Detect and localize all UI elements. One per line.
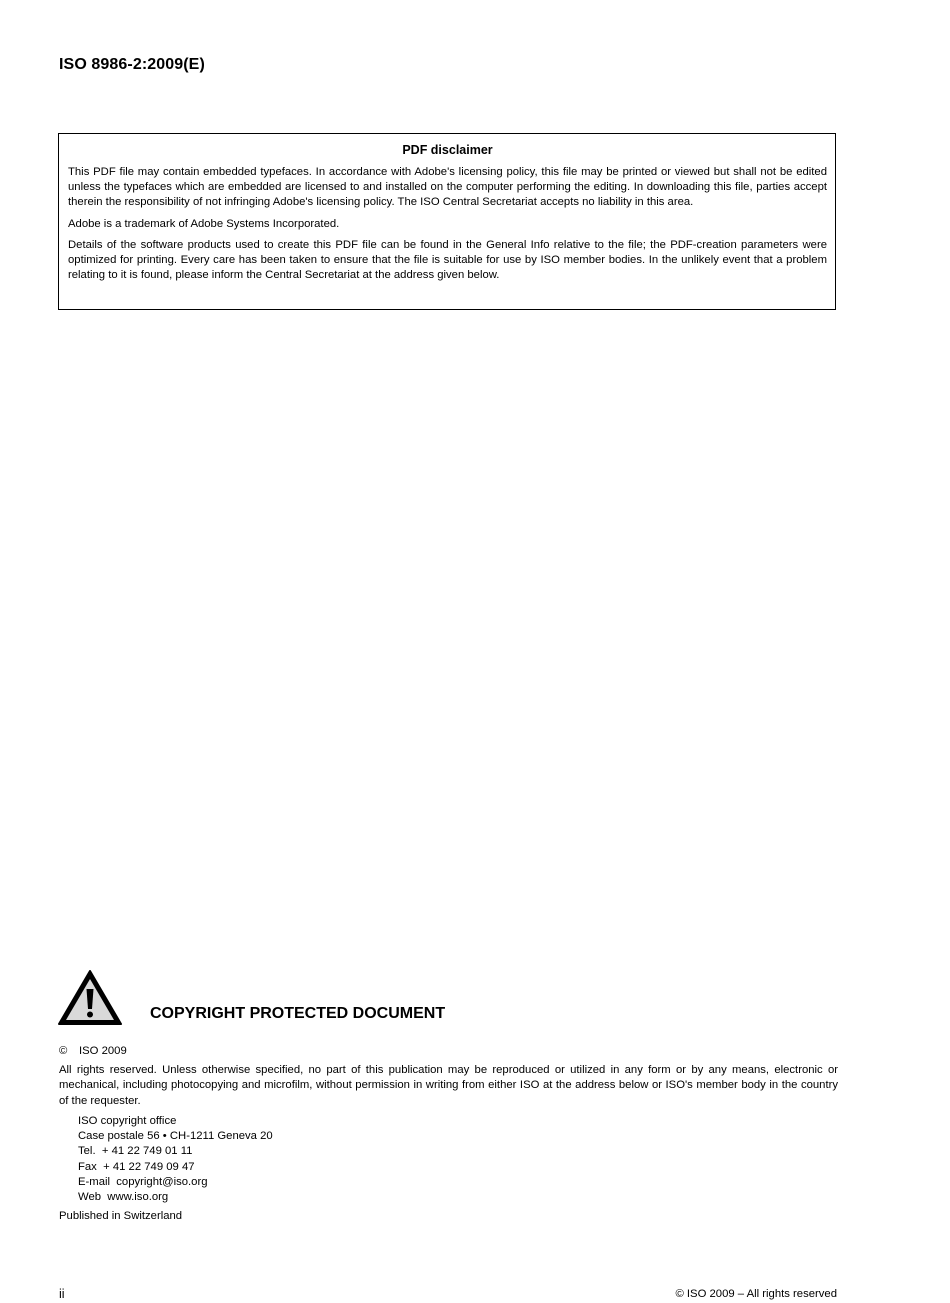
pdf-disclaimer-box bbox=[58, 133, 836, 310]
page-number: ii bbox=[59, 1287, 65, 1301]
address-office: ISO copyright office bbox=[78, 1115, 177, 1127]
disclaimer-paragraph-trademark: Adobe is a trademark of Adobe Systems Incorporated. bbox=[68, 217, 340, 230]
copyright-heading: COPYRIGHT PROTECTED DOCUMENT bbox=[150, 1005, 446, 1022]
address-postal: Case postale 56 • CH-1211 Geneva 20 bbox=[78, 1130, 273, 1143]
footer-copyright: © ISO 2009 – All rights reserved bbox=[675, 1288, 837, 1300]
copyright-year: ISO 2009 bbox=[79, 1045, 127, 1057]
document-title: ISO 8986-2:2009(E) bbox=[59, 56, 205, 73]
disclaimer-paragraph-software: Details of the software products used to create this PDF file can be found in the General Info relative to the file; the PDF-creation parameters were optimized for printing. Every care has been taken to ensure that the file is suitable for use by ISO member bodies. In the unlikely event that a problem relating to it is found, please inform the Central Secretariat at the address given below. bbox=[68, 238, 827, 282]
address-fax: Fax + 41 22 749 09 47 bbox=[78, 1160, 195, 1173]
iso-address-block bbox=[78, 1114, 273, 1205]
published-location: Published in Switzerland bbox=[59, 1210, 183, 1222]
warning-icon bbox=[57, 969, 123, 1027]
disclaimer-heading: PDF disclaimer bbox=[402, 143, 493, 157]
address-web[interactable]: Web www.iso.org bbox=[78, 1191, 169, 1204]
address-tel: Tel. + 41 22 749 01 11 bbox=[78, 1145, 193, 1158]
rights-statement: All rights reserved. Unless otherwise specified, no part of this publication may be reproduced or utilized in any form or by any means, electronic or mechanical, including photocopying and microfilm, without permission in writing from either ISO at the address below or ISO's member body in the country of the requester. bbox=[59, 1064, 838, 1107]
disclaimer-paragraph-typefaces: This PDF file may contain embedded typefaces. In accordance with Adobe's licensing policy, this file may be printed or viewed but shall not be edited unless the typefaces which are embedded are licensed to and installed on the computer performing the editing. In downloading this file, parties accept therein the responsibility of not infringing Adobe's licensing policy. The ISO Central Secretariat accepts no liability in this area. bbox=[68, 166, 827, 209]
address-email[interactable]: E-mail copyright@iso.org bbox=[78, 1175, 208, 1188]
copyright-year-line bbox=[59, 1045, 127, 1057]
copyright-symbol: © bbox=[59, 1045, 68, 1057]
